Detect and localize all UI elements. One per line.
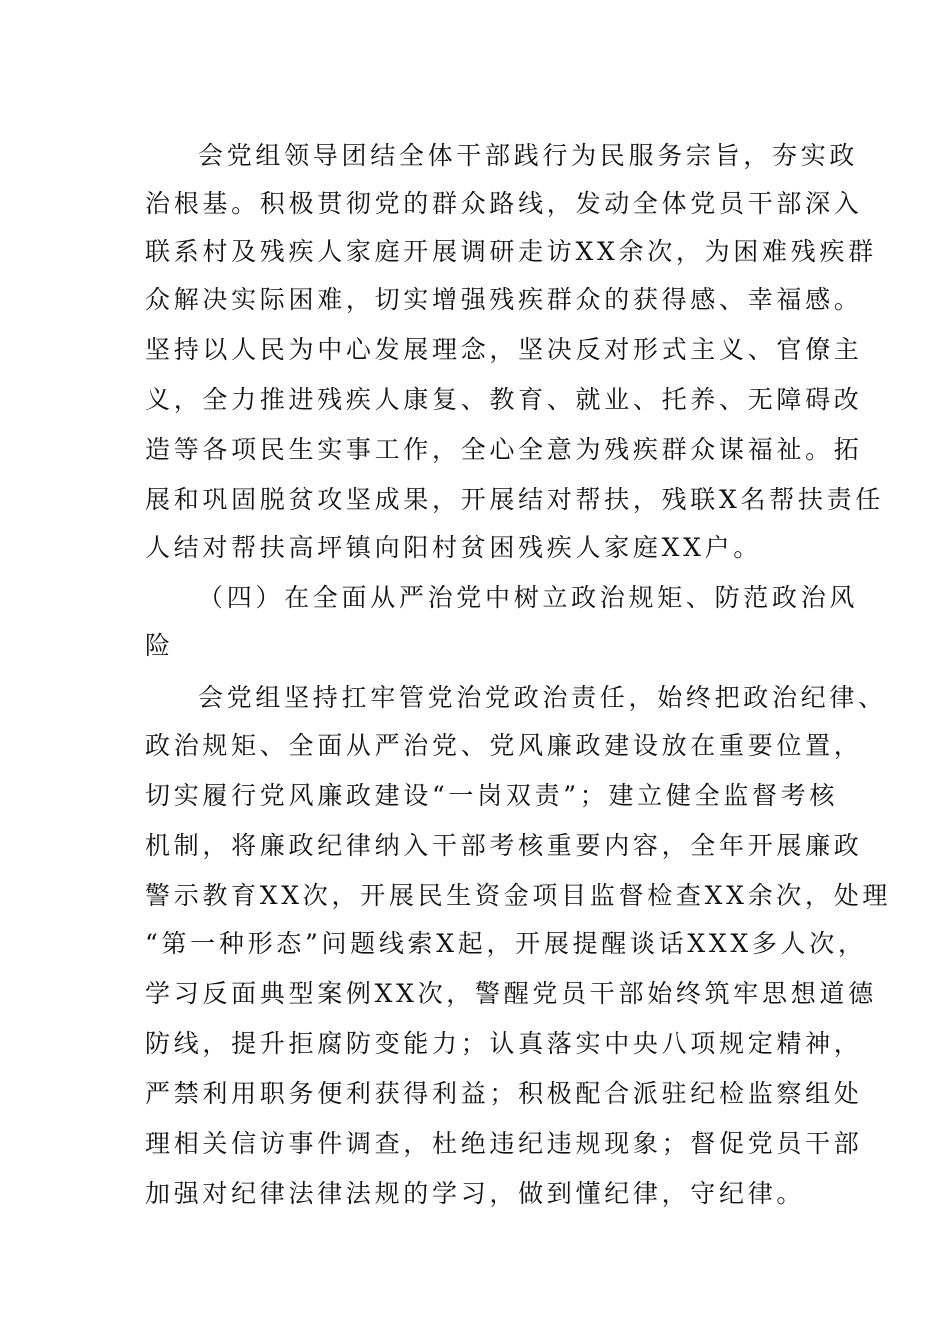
section-heading-line: 险 <box>145 631 174 660</box>
paragraph-2-line: 理相关信访事件调查，杜绝违纪违规现象；督促党员干部 <box>145 1129 863 1158</box>
paragraph-2-line: 切实履行党风廉政建设“一岗双责”；建立健全监督考核 <box>145 781 839 810</box>
paragraph-1-line: 坚持以人民为中心发展理念，坚决反对形式主义、官僚主 <box>145 335 863 364</box>
paragraph-1-line: 治根基。积极贯彻党的群众路线，发动全体党员干部深入 <box>145 189 863 218</box>
section-heading-line: （四）在全面从严治党中树立政治规矩、防范政治风 <box>198 583 859 612</box>
paragraph-2-line: 机制，将廉政纪律纳入干部考核重要内容，全年开展廉政 <box>145 831 863 860</box>
paragraph-2-line: 政治规矩、全面从严治党、党风廉政建设放在重要位置， <box>145 731 863 760</box>
paragraph-1-line: 义，全力推进残疾人康复、教育、就业、托养、无障碍改 <box>145 385 863 414</box>
paragraph-2-line: 会党组坚持扛牢管党治党政治责任，始终把政治纪律、 <box>198 683 887 712</box>
paragraph-1-line: 众解决实际困难，切实增强残疾群众的获得感、幸福感。 <box>145 285 863 314</box>
paragraph-1-line: 会党组领导团结全体干部践行为民服务宗旨，夯实政 <box>198 141 859 170</box>
paragraph-2-line: 加强对纪律法律法规的学习，做到懂纪律，守纪律。 <box>145 1179 806 1208</box>
paragraph-2-line: 严禁利用职务便利获得利益；积极配合派驻纪检监察组处 <box>145 1079 863 1108</box>
paragraph-1-line: 人结对帮扶高坪镇向阳村贫困残疾人家庭XX户。 <box>145 533 762 562</box>
paragraph-1-line: 展和巩固脱贫攻坚成果，开展结对帮扶，残联X名帮扶责任 <box>145 485 885 514</box>
paragraph-1-line: 造等各项民生实事工作，全心全意为残疾群众谋福祉。拓 <box>145 435 863 464</box>
paragraph-2-line: 防线，提升拒腐防变能力；认真落实中央八项规定精神， <box>145 1029 863 1058</box>
paragraph-2-line: “第一种形态”问题线索X起，开展提醒谈话XXX多人次， <box>145 929 867 958</box>
paragraph-2-line: 警示教育XX次，开展民生资金项目监督检查XX余次，处理 <box>145 881 892 910</box>
paragraph-1-line: 联系村及残疾人家庭开展调研走访XX余次，为困难残疾群 <box>145 237 877 266</box>
paragraph-2-line: 学习反面典型案例XX次，警醒党员干部始终筑牢思想道德 <box>145 979 877 1008</box>
